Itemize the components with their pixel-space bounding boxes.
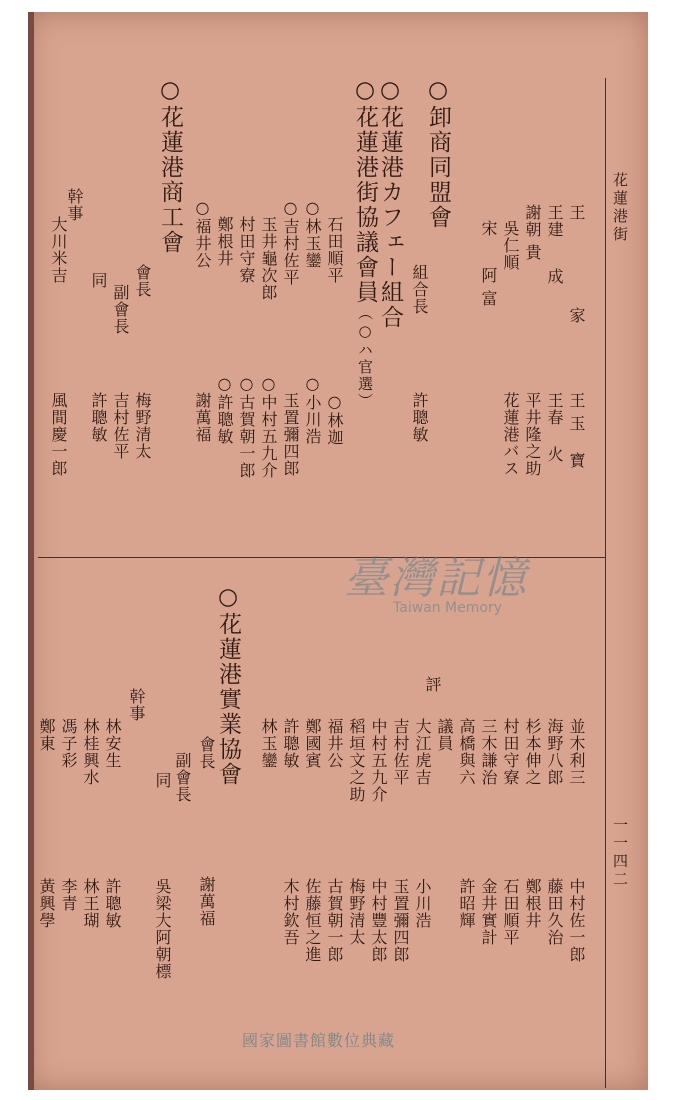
member-name: 石田順平 bbox=[501, 878, 520, 946]
book-page bbox=[28, 12, 648, 1090]
role-label: 幹事 bbox=[65, 188, 84, 222]
member-name: 許聰敏 bbox=[103, 878, 122, 929]
member-name: 林安生 bbox=[103, 718, 122, 769]
role-label: 副會長 bbox=[111, 284, 130, 335]
member-name: 馮子彩 bbox=[59, 718, 78, 769]
member-name: ○小川浩 bbox=[303, 374, 322, 445]
member-name: 議員 bbox=[435, 718, 454, 752]
member-name: 謝朝貴 bbox=[523, 204, 542, 261]
member-name: 杉本伸之 bbox=[523, 718, 542, 786]
member-name: 黃興學 bbox=[37, 878, 56, 929]
member-name: 林王瑚 bbox=[81, 878, 100, 929]
member-name: 家 bbox=[567, 307, 586, 324]
member-name: 謝萬福 bbox=[197, 876, 216, 927]
member-name: ○吉村佐平 bbox=[281, 198, 300, 286]
member-name: ○福井公 bbox=[193, 198, 212, 269]
running-head: 花蓮港街 bbox=[611, 172, 629, 244]
member-name: ○許聰敏 bbox=[215, 374, 234, 445]
section-title: ○卸商同盟會 bbox=[425, 77, 451, 230]
member-name: 花蓮港バス bbox=[501, 392, 520, 477]
member-name: 李青 bbox=[59, 878, 78, 912]
member-name: 金井實計 bbox=[479, 878, 498, 946]
member-name: 王建成 bbox=[545, 204, 564, 285]
member-name: 大川米吉 bbox=[49, 216, 68, 284]
member-name: ○中村五九介 bbox=[259, 374, 278, 479]
member-name: 林桂興水 bbox=[81, 718, 100, 786]
member-name: 鄭東 bbox=[37, 718, 56, 752]
role-label: 會長 bbox=[133, 264, 152, 298]
member-name: 村田守寮 bbox=[501, 718, 520, 786]
section-title: ○花蓮港實業協會 bbox=[215, 584, 241, 787]
member-name: 玉井龜次郎 bbox=[259, 216, 278, 301]
role-label: 副會長 bbox=[173, 752, 192, 803]
member-name: 謝萬福 bbox=[193, 392, 212, 443]
member-name: 王春火 bbox=[545, 392, 564, 463]
member-name: ○林迦 bbox=[325, 392, 344, 446]
footer-credit: 國家圖書館數位典藏 bbox=[242, 1031, 396, 1050]
vertical-rule bbox=[605, 78, 606, 1088]
member-name: 中村佐一郎 bbox=[567, 878, 586, 963]
member-name: 梅野清太 bbox=[133, 392, 152, 460]
role-label: 會長 bbox=[197, 736, 216, 770]
role-label: 同 bbox=[89, 272, 108, 289]
member-name: 吉村佐平 bbox=[391, 718, 410, 786]
member-name: 並木利三 bbox=[567, 718, 586, 786]
member-name: 風間慶一郎 bbox=[49, 392, 68, 477]
member-name: 大江虎吉 bbox=[413, 718, 432, 786]
member-name: 鄭根井 bbox=[523, 878, 542, 929]
member-name: 鄭根井 bbox=[215, 216, 234, 267]
member-name: 小川浩 bbox=[413, 878, 432, 929]
section-title: ○花蓮港カフェー組合 bbox=[377, 77, 403, 330]
member-name: 中村豐太郎 bbox=[369, 878, 388, 963]
member-name: 木村欽吾 bbox=[281, 878, 300, 946]
role-label: 組合長 bbox=[410, 264, 429, 315]
member-name: 許聰敏 bbox=[281, 718, 300, 769]
member-name: 鄭國賓 bbox=[303, 718, 322, 769]
role-label: 幹事 bbox=[127, 688, 146, 722]
member-name: 海野八郎 bbox=[545, 718, 564, 786]
member-name: 古賀朝一郎 bbox=[325, 878, 344, 963]
member-name: 許聰敏 bbox=[89, 392, 108, 443]
member-name: 玉置彌四郎 bbox=[391, 878, 410, 963]
section-title: ○花蓮港商工會 bbox=[157, 77, 183, 255]
member-name: 林玉鑾 bbox=[259, 718, 278, 769]
member-name: 藤田久治 bbox=[545, 878, 564, 946]
role-label: 同 bbox=[153, 772, 172, 789]
member-name: 王 bbox=[567, 204, 586, 221]
member-name: 宋阿富 bbox=[479, 220, 498, 307]
member-name: 石田順平 bbox=[325, 216, 344, 284]
member-name: 許昭輝 bbox=[457, 878, 476, 929]
member-name: 玉置彌四郎 bbox=[281, 392, 300, 477]
member-name: 福井公 bbox=[325, 718, 344, 769]
member-name: 中村五九介 bbox=[369, 718, 388, 803]
taiwan-memory-watermark: 臺灣記憶 Taiwan Memory bbox=[344, 553, 528, 616]
member-name: 稻垣文之助 bbox=[347, 718, 366, 803]
member-name: 王玉寶 bbox=[567, 392, 586, 469]
member-name: 村田守寮 bbox=[237, 216, 256, 284]
member-name: 許聰敏 bbox=[410, 392, 429, 443]
member-name: 高橋與六 bbox=[457, 718, 476, 786]
member-name: 梅野清太 bbox=[347, 878, 366, 946]
member-name: 佐藤恒之進 bbox=[303, 878, 322, 963]
role-label: 評 bbox=[423, 676, 442, 693]
member-name: 吳梁大阿朝標 bbox=[153, 878, 172, 980]
member-name: ○林玉鑾 bbox=[303, 198, 322, 269]
section-title: ○花蓮港街協議會員（○ハ官選） bbox=[352, 77, 378, 410]
page-number: 一一四二 bbox=[611, 817, 629, 889]
member-name: 三木謙治 bbox=[479, 718, 498, 786]
member-name: 吉村佐平 bbox=[111, 392, 130, 460]
member-name: 吳仁順 bbox=[501, 220, 520, 271]
member-name: 平井隆之助 bbox=[523, 392, 542, 477]
member-name: ○古賀朝一郎 bbox=[237, 374, 256, 479]
